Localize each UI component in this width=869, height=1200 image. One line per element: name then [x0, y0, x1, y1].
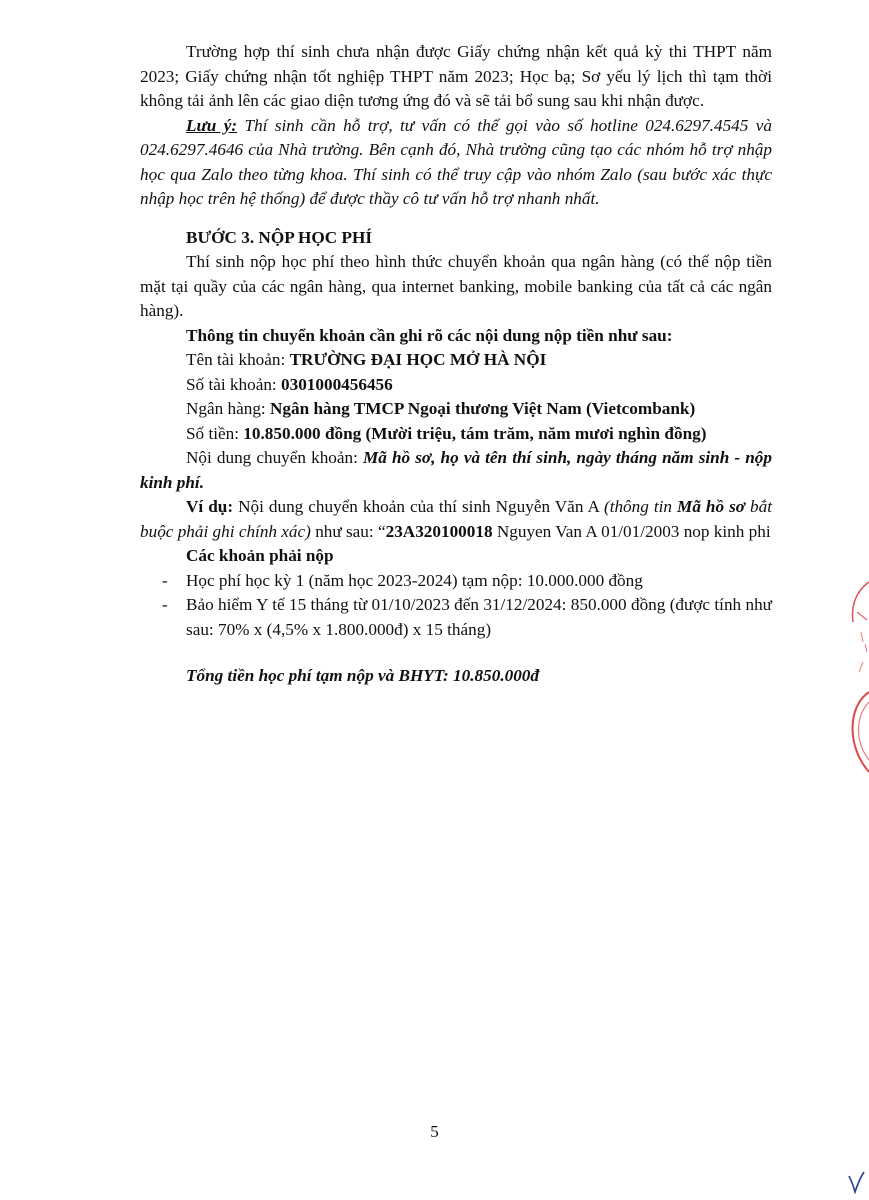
amount-line: Số tiền: 10.850.000 đồng (Mười triệu, tám trăm, năm mươi nghìn đồng)	[186, 423, 707, 443]
example-paragraph: Ví dụ: Nội dung chuyển khoản của thí sinh Nguyễn Văn A (thông tin Mã hồ sơ bắt buộc phải ghi chính xác) như sau: “23A320100018 Nguyen Van A 01/01/2003 nop kinh phi	[140, 497, 772, 541]
total-line: Tổng tiền học phí tạm nộp và BHYT: 10.850.000đ	[186, 666, 539, 685]
transfer-content-value: Mã hồ sơ, họ và tên thí sinh, ngày tháng năm sinh - nộp kinh phí.	[140, 448, 772, 492]
step-heading: BƯỚC 3. NỘP HỌC PHÍ	[186, 227, 373, 247]
example-label: Ví dụ:	[186, 497, 234, 516]
fee-item: - Bảo hiểm Y tế 15 tháng từ 01/10/2023 đến 31/12/2024: 850.000 đồng (được tính như sau: 70% x (4,5% x 1.800.000đ) x 15 tháng)	[162, 595, 772, 639]
paragraph-missing-documents: Trường hợp thí sinh chưa nhận được Giấy chứng nhận kết quả kỳ thi THPT năm 2023; Giấy chứng nhận tốt nghiệp THPT năm 2023; Học bạ; Sơ yếu lý lịch thì tạm thời không tải ảnh lên các giao diện tương ứng đó và sẽ tải bổ sung sau khi nhận được.	[140, 42, 772, 110]
page-content	[140, 40, 772, 689]
bank-value: Ngân hàng TMCP Ngoại thương Việt Nam (Vietcombank)	[270, 399, 696, 418]
note-label: Lưu ý:	[186, 115, 238, 135]
transfer-heading: Thông tin chuyển khoản cần ghi rõ các nội dung nộp tiền như sau:	[186, 325, 673, 345]
paragraph-note	[140, 114, 772, 212]
account-number-value: 0301000456456	[281, 374, 393, 394]
transfer-content-line: Nội dung chuyển khoản: Mã hồ sơ, họ và tên thí sinh, ngày tháng năm sinh - nộp kinh phí.	[140, 448, 772, 492]
amount-value: 10.850.000 đồng (Mười triệu, tám trăm, năm mươi nghìn đồng)	[243, 423, 707, 443]
note-text: Thí sinh cần hỗ trợ, tư vấn có thể gọi vào số hotline 024.6297.4545 và 024.6297.4646 của Nhà trường. Bên cạnh đó, Nhà trường cũng tạo các nhóm hỗ trợ nhập học qua Zalo theo từng khoa. Thí sinh có thể truy cập vào nhóm Zalo (sau bước xác thực nhập học trên hệ thống) để được thầy cô tư vấn hỗ trợ nhanh nhất.	[140, 115, 772, 208]
fees-heading: Các khoản phải nộp	[186, 546, 334, 565]
signature-mark-icon	[846, 1168, 866, 1194]
account-name-line: Tên tài khoản: TRƯỜNG ĐẠI HỌC MỞ HÀ NỘI	[186, 350, 547, 369]
bank-line: Ngân hàng: Ngân hàng TMCP Ngoại thương Việt Nam (Vietcombank)	[186, 399, 696, 418]
example-code: 23A320100018	[385, 521, 493, 541]
page-number: 5	[430, 1122, 439, 1141]
stamp-fragment-icon	[843, 572, 869, 792]
paragraph-step-intro: Thí sinh nộp học phí theo hình thức chuyển khoản qua ngân hàng (có thể nộp tiền mặt tại quầy của các ngân hàng, qua internet banking, mobile banking của tất cả các ngân hàng).	[140, 252, 772, 320]
account-name-value: TRƯỜNG ĐẠI HỌC MỞ HÀ NỘI	[289, 350, 547, 369]
account-number-line: Số tài khoản: 0301000456456	[186, 374, 393, 394]
fee-item: - Học phí học kỳ 1 (năm học 2023-2024) tạm nộp: 10.000.000 đồng	[162, 570, 643, 590]
